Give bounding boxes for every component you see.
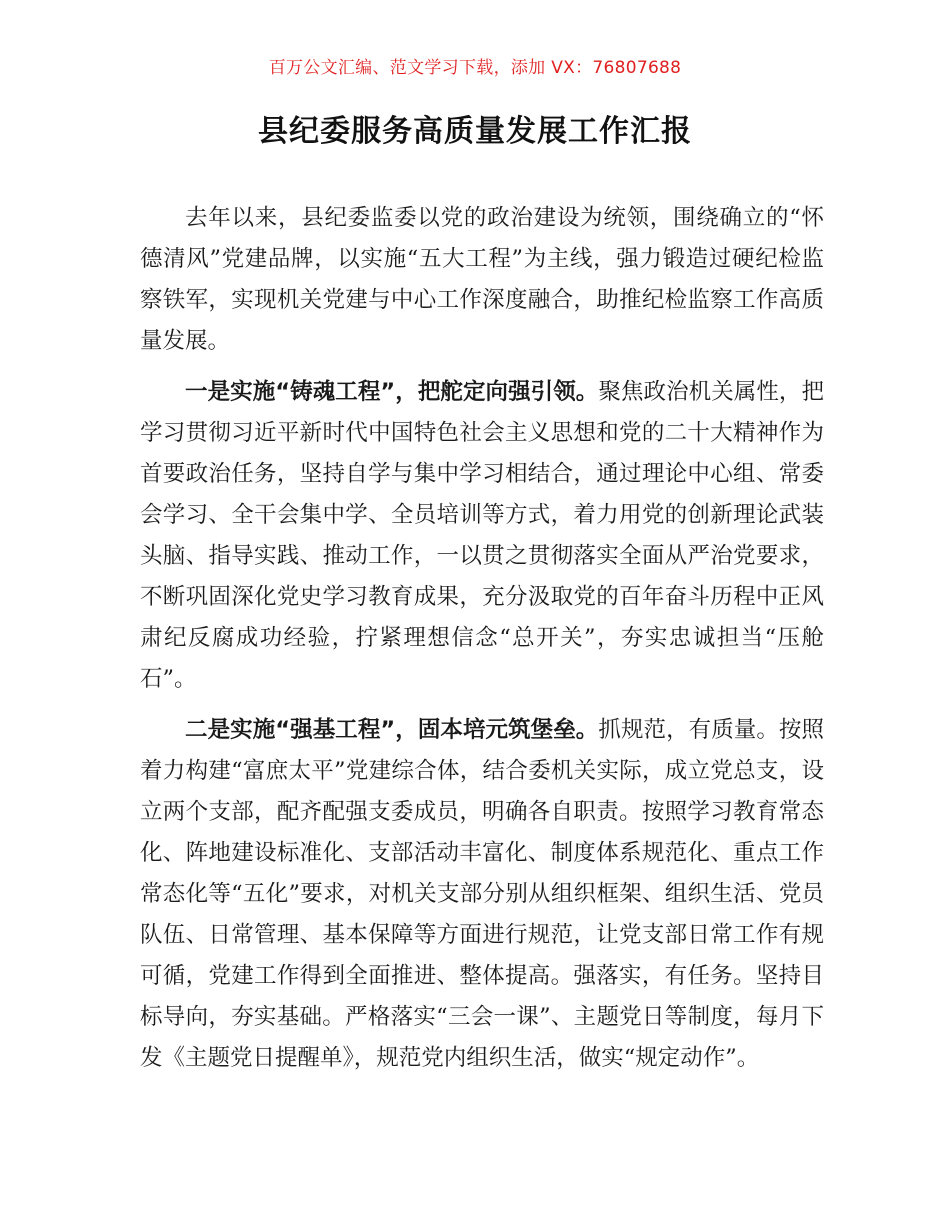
paragraph-text: 抓规范，有质量。按照着力构建“富庶太平”党建综合体，结合委机关实际，成立党总支，设立两个支部，配齐配强支委成员，明确各自职责。按照学习教育常态化、阵地建设标准化、支部活动丰富化、制度体系规范化、重点工作常态化等“五化”要求，对机关支部分别从组织框架、组织生活、党员队伍、日常管理、基本保障等方面进行规范，让党支部日常工作有规可循，党建工作得到全面推进、整体提高。强落实，有任务。坚持目标导向，夯实基础。严格落实“三会一课”、主题党日等制度，每月下发《主题党日提醒单》，规范党内组织生活，做实“规定动作”。	[140, 717, 824, 1071]
document-body	[140, 198, 824, 1089]
paragraph-section-1	[140, 372, 824, 700]
watermark-header: 百万公文汇编、范文学习下载，添加 VX：76807688	[268, 58, 682, 78]
paragraph-text: 聚焦政治机关属性，把学习贯彻习近平新时代中国特色社会主义思想和党的二十大精神作为首要政治任务，坚持自学与集中学习相结合，通过理论中心组、常委会学习、全干会集中学、全员培训等方式，着力用党的创新理论武装头脑、指导实践、推动工作，一以贯之贯彻落实全面从严治党要求，不断巩固深化党史学习教育成果，充分汲取党的百年奋斗历程中正风肃纪反腐成功经验，拧紧理想信念“总开关”，夯实忠诚担当“压舱石”。	[140, 379, 824, 692]
paragraph-section-2	[140, 710, 824, 1079]
paragraph-intro	[140, 198, 824, 362]
paragraph-lead: 二是实施“强基工程”，固本培元筑堡垒。	[185, 717, 599, 743]
paragraph-lead: 一是实施“铸魂工程”，把舵定向强引领。	[185, 379, 599, 405]
document-title: 县纪委服务高质量发展工作汇报	[258, 114, 692, 149]
paragraph-text: 去年以来，县纪委监委以党的政治建设为统领，围绕确立的“怀德清风”党建品牌，以实施“五大工程”为主线，强力锻造过硬纪检监察铁军，实现机关党建与中心工作深度融合，助推纪检监察工作高质量发展。	[140, 205, 824, 354]
